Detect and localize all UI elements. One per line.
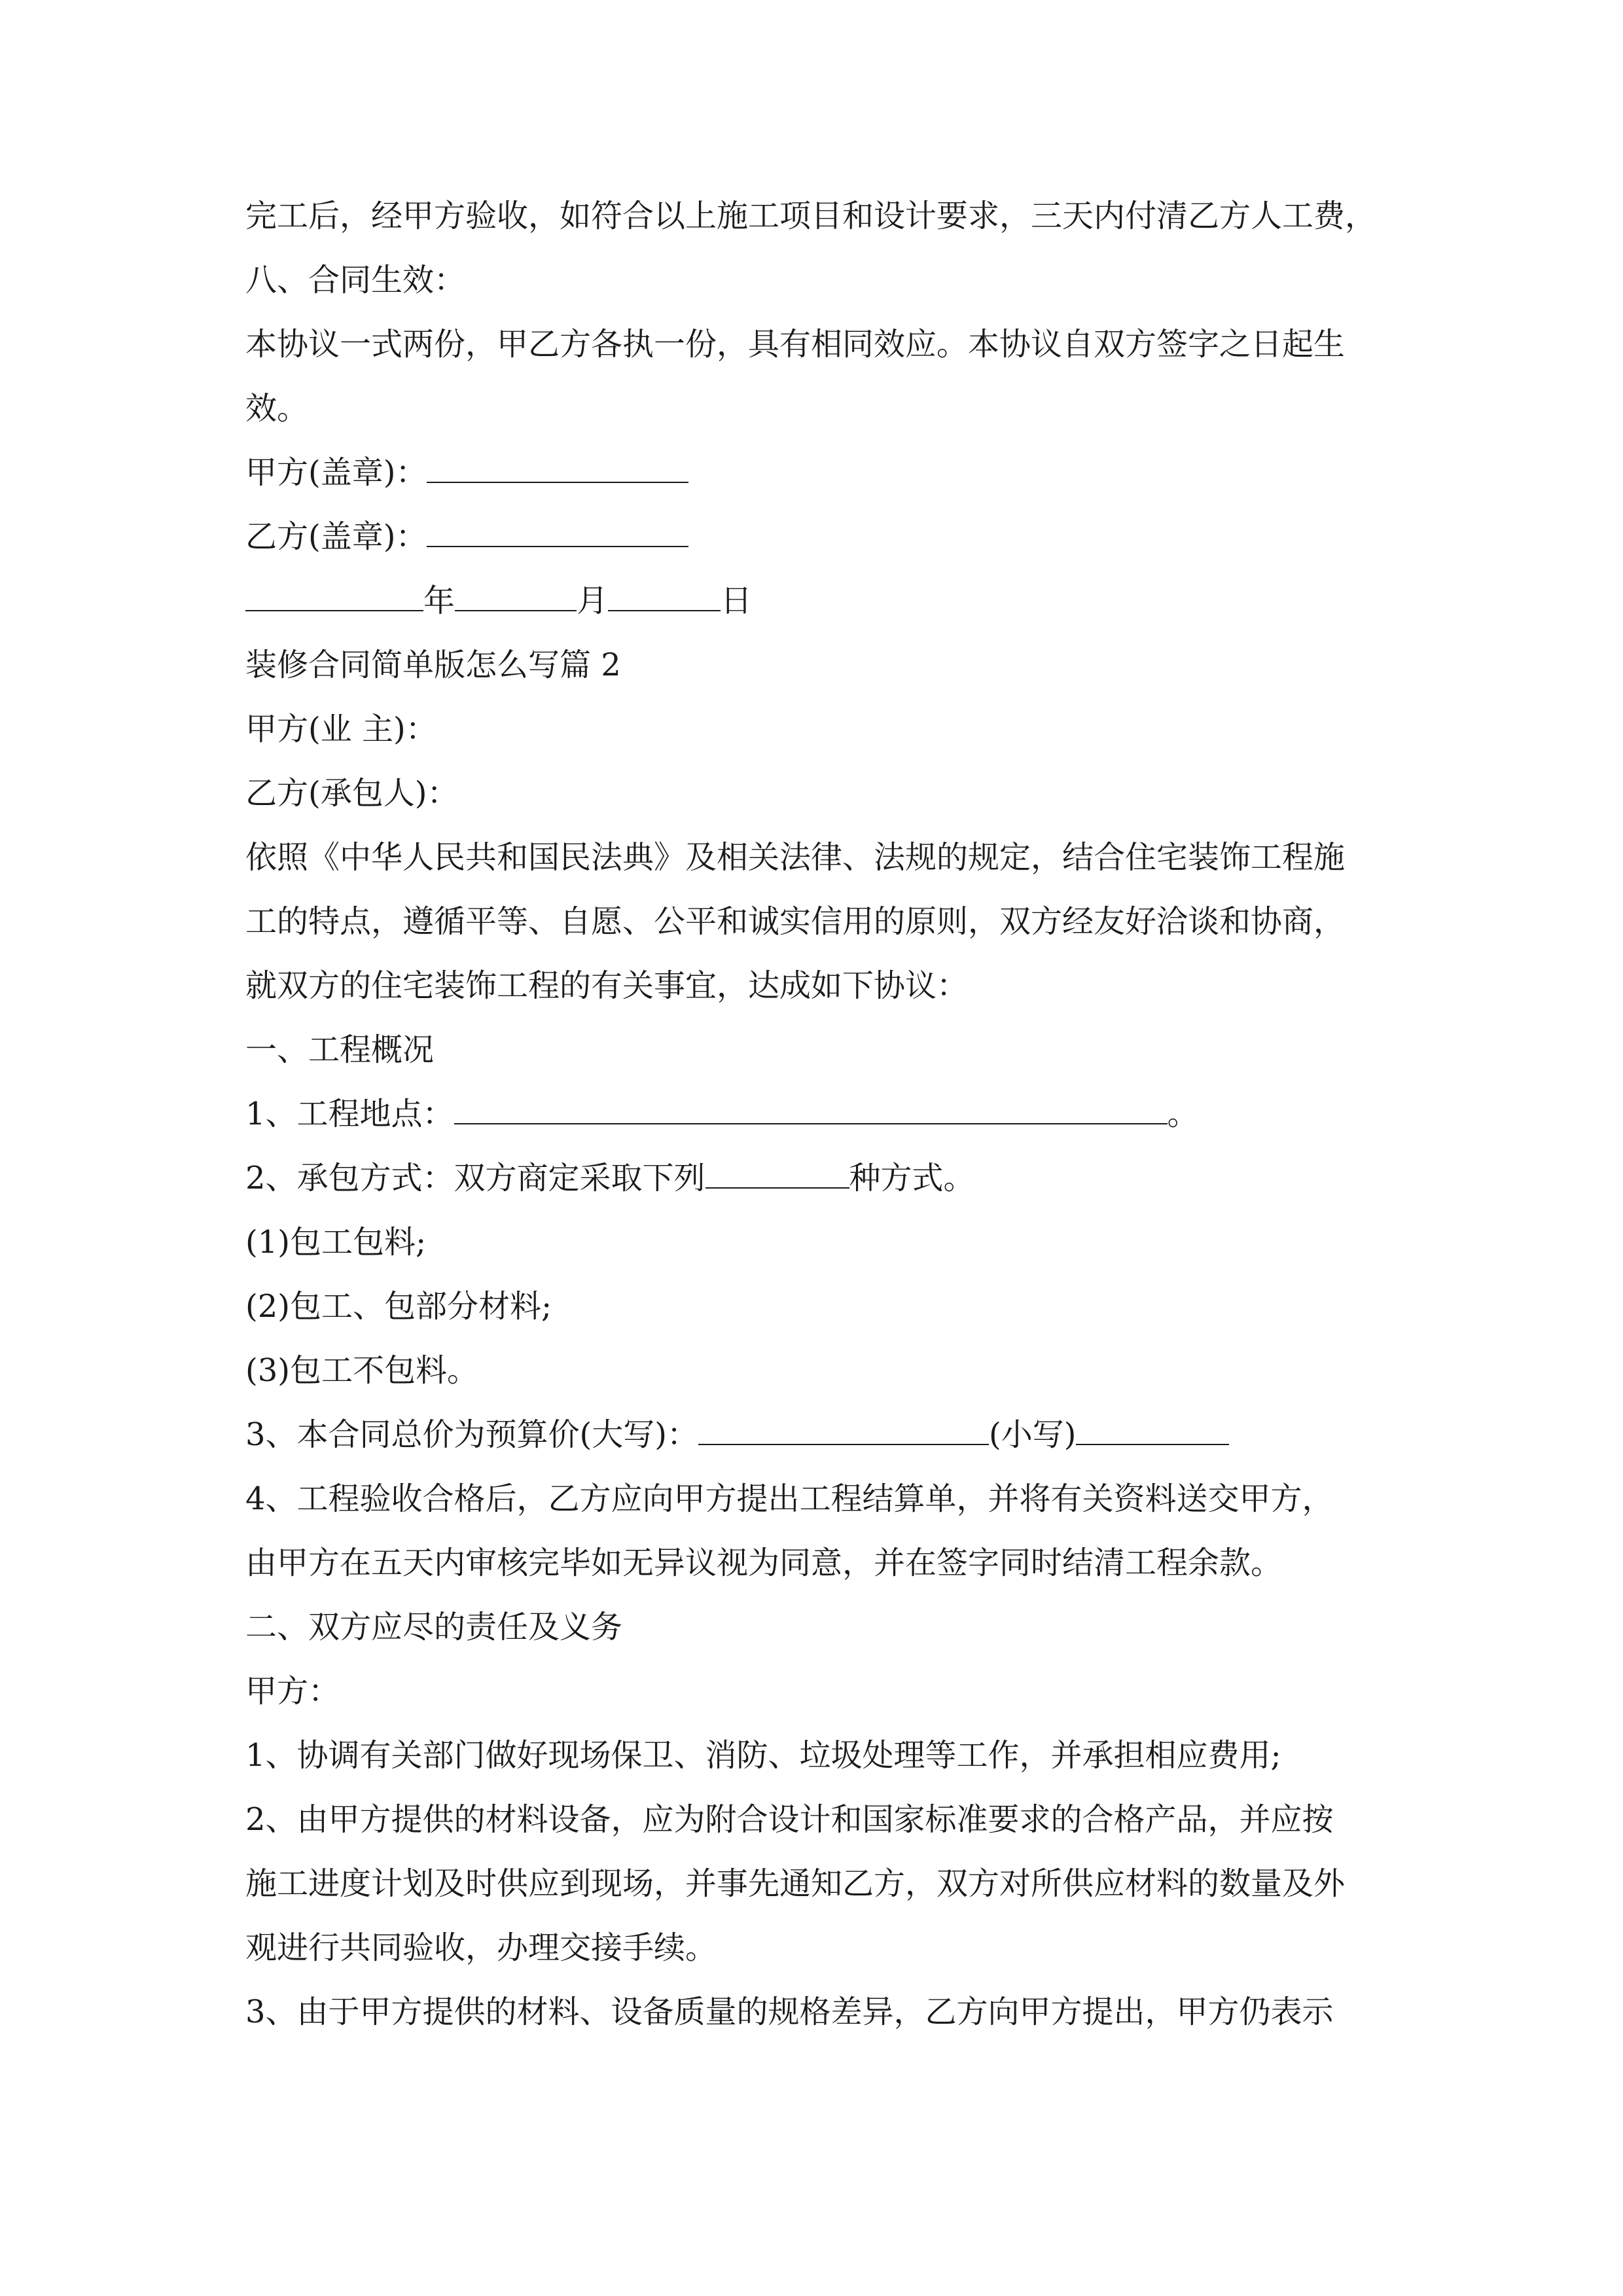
year-blank: [245, 581, 423, 611]
project-location-blank: [454, 1094, 1168, 1124]
contract-mode-line: [245, 1158, 975, 1198]
party-a-heading: 甲方：: [245, 1673, 340, 1710]
year-label: 年: [423, 583, 455, 619]
text-line: 4、工程验收合格后，乙方应向甲方提出工程结算单，并将有关资料送交甲方，: [245, 1480, 1334, 1517]
party-b-label: 乙方(承包人)：: [245, 775, 459, 812]
text-line: 效。: [245, 390, 309, 427]
text-line: 3、由于甲方提供的材料、设备质量的规格差异，乙方向甲方提出，甲方仍表示: [245, 1994, 1334, 2030]
text-line: 完工后，经甲方验收，如符合以上施工项目和设计要求，三天内付清乙方人工费，: [245, 198, 1377, 234]
party-a-label: 甲方(业 主)：: [245, 711, 437, 747]
party-a-seal-line: [245, 453, 688, 492]
contract-mode-suffix: 种方式。: [849, 1160, 975, 1196]
section-heading: 一、工程概况: [245, 1031, 435, 1068]
party-a-seal-blank: [427, 453, 688, 483]
text-line: 本协议一式两份，甲乙方各执一份，具有相同效应。本协议自双方签字之日起生: [245, 326, 1346, 363]
project-location-label: 1、工程地点：: [245, 1096, 454, 1132]
period: 。: [1167, 1096, 1199, 1132]
text-line: 观进行共同验收，办理交接手续。: [245, 1929, 717, 1966]
date-line: [245, 581, 752, 620]
text-line: 1、协调有关部门做好现场保卫、消防、垃圾处理等工作，并承担相应费用;: [245, 1737, 1281, 1774]
month-blank: [455, 581, 577, 611]
lowercase-amount-blank: [1076, 1415, 1229, 1445]
lowercase-amount-label: (小写): [989, 1416, 1077, 1453]
uppercase-amount-blank: [698, 1415, 989, 1445]
contract-mode-label: 2、承包方式：双方商定采取下列: [245, 1160, 705, 1196]
text-line: 依照《中华人民共和国民法典》及相关法律、法规的规定，结合住宅装饰工程施: [245, 839, 1346, 876]
list-item: (2)包工、包部分材料;: [245, 1288, 552, 1325]
day-blank: [608, 581, 721, 611]
day-label: 日: [721, 583, 753, 619]
document-title: 装修合同简单版怎么写篇 2: [245, 647, 621, 683]
text-line: 施工进度计划及时供应到现场，并事先通知乙方，双方对所供应材料的数量及外: [245, 1865, 1346, 1902]
month-label: 月: [577, 583, 609, 619]
text-line: 由甲方在五天内审核完毕如无异议视为同意，并在签字同时结清工程余款。: [245, 1545, 1283, 1581]
total-price-line: [245, 1415, 1229, 1454]
contract-mode-blank: [705, 1158, 849, 1189]
section-heading: 八、合同生效：: [245, 262, 466, 298]
project-location-line: [245, 1094, 1199, 1134]
party-a-seal-label: 甲方(盖章)：: [245, 454, 427, 491]
text-line: 2、由甲方提供的材料设备，应为附合设计和国家标准要求的合格产品，并应按: [245, 1801, 1334, 1838]
party-b-seal-label: 乙方(盖章)：: [245, 518, 427, 555]
party-b-seal-line: [245, 517, 688, 556]
text-line: 工的特点，遵循平等、自愿、公平和诚实信用的原则，双方经友好洽谈和协商，: [245, 903, 1346, 940]
list-item: (1)包工包料;: [245, 1224, 427, 1261]
section-heading: 二、双方应尽的责任及义务: [245, 1609, 623, 1645]
party-b-seal-blank: [427, 517, 688, 547]
total-price-label: 3、本合同总价为预算价(大写)：: [245, 1416, 698, 1453]
text-line: 就双方的住宅装饰工程的有关事宜，达成如下协议：: [245, 967, 969, 1004]
list-item: (3)包工不包料。: [245, 1352, 478, 1389]
